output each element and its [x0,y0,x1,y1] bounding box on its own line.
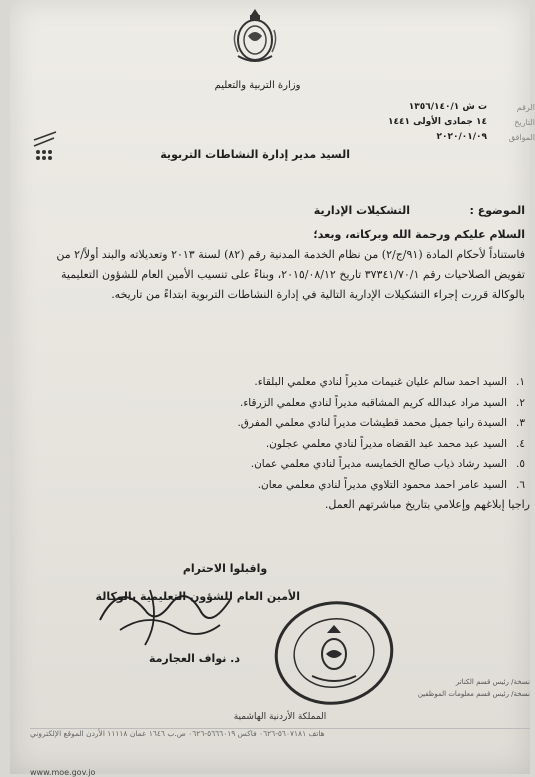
list-number: ٥. [516,458,525,470]
subject-value: التشكيلات الإدارية [313,204,410,217]
signatory-title: الأمين العام للشؤون التعليمية بالوكالة [95,590,300,603]
respect-closing: واقبلوا الاحترام [182,562,268,575]
list-number: ٢. [516,396,525,409]
list-item [70,475,525,496]
greeting: السلام عليكم ورحمة الله وبركاته، وبعد؛ [313,228,525,241]
meta-label: الرقم [516,103,535,112]
list-text: السيدة رانيا جميل محمد قطيشات مديراً لنادي معلمي المفرق. [237,417,507,429]
recipient-line: السيد مدير إدارة النشاطات التربوية [160,148,350,161]
official-seal-icon [272,598,397,708]
list-text: السيد مراد عبدالله كريم المشاقبه مديراً لنادي معلمي الزرقاء. [239,396,507,409]
closing-request: راجيا إبلاغهم وإعلامي بتاريخ مباشرتهم العمل. [324,498,530,511]
royal-emblem-icon [230,6,280,68]
list-text: السيد احمد سالم عليان غنيمات مديراً لنادي معلمي البلقاء. [254,376,507,388]
list-item [70,413,525,434]
list-text: السيد رشاد ذياب صالح الخمايسه مديراً لنادي معلمي عمان. [250,458,507,470]
list-item [70,393,525,414]
list-item [70,434,525,455]
letter-footer [30,712,530,777]
copies-list [400,676,530,700]
subject-label: الموضوع : [469,204,525,217]
list-item [70,372,525,393]
list-item [70,454,525,475]
list-number: ٤. [516,437,525,450]
reference-block [340,100,535,145]
meta-value: ت ش ١٣٥٦/١٤٠/١ [408,102,487,112]
meta-value: ١٤ جمادى الأولى ١٤٤١ [387,117,487,127]
list-text: السيد عامر احمد محمود التلاوي مديراً لنادي معلمي معان. [257,478,507,491]
margin-stamp-icon [30,130,60,164]
list-number: ٣. [516,417,525,429]
list-number: ١. [516,376,525,388]
copy-line: نسخة/ رئيس قسم الكناتر [455,678,530,686]
reference-number-row [340,100,535,115]
signatory-name: د. نواف العجارمة [148,652,240,665]
list-number: ٦. [516,478,525,491]
body-paragraph: فاستناداً لأحكام المادة (٩١/ج/٢) من نظام الخدمة المدنية رقم (٨٢) لسنة ٢٠١٣ وتعديلاته والبند أولاً/٢ من تفويض الصلاحيات رقم ٣٧٣٤١/٧٠/١ تاريخ ٢٠١٥/٠٨/١٢، وبناءً على تنسيب الأمين العام للشؤون التعليمية بالوكالة قررت إجراء التشكيلات الإدارية التالية في إدارة النشاطات التربوية ابتداءً من تاريخه. [56,248,525,301]
meta-label: التاريخ [514,118,535,127]
meta-label: الموافق [508,133,535,142]
letter-body [45,225,525,305]
meta-value: ٢٠٢٠/٠١/٠٩ [436,132,487,142]
kingdom-name: المملكة الأردنية الهاشمية [233,712,327,722]
contact-address: هاتف ٥٦٠٧١٨١-٠٦٢٦ فاكس ٥٦٦٦٠١٩-٠٦٢٦ ص.ب ١٦٤٦ عمان ١١١١٨ الأردن الموقع الإلكتروني [30,729,325,738]
gregorian-date-row [340,130,535,145]
ministry-name: وزارة التربية والتعليم [214,80,301,91]
letter-page [10,0,535,777]
hijri-date-row [340,115,535,130]
appointments-list [70,372,525,495]
copy-line: نسخة/ رئيس قسم معلومات الموظفين [417,690,530,698]
handwritten-signature [80,570,240,660]
list-text: السيد عبد محمد عبد القضاه مديراً لنادي معلمي عجلون. [265,437,507,450]
website-link[interactable]: www.moe.gov.jo [30,768,96,777]
